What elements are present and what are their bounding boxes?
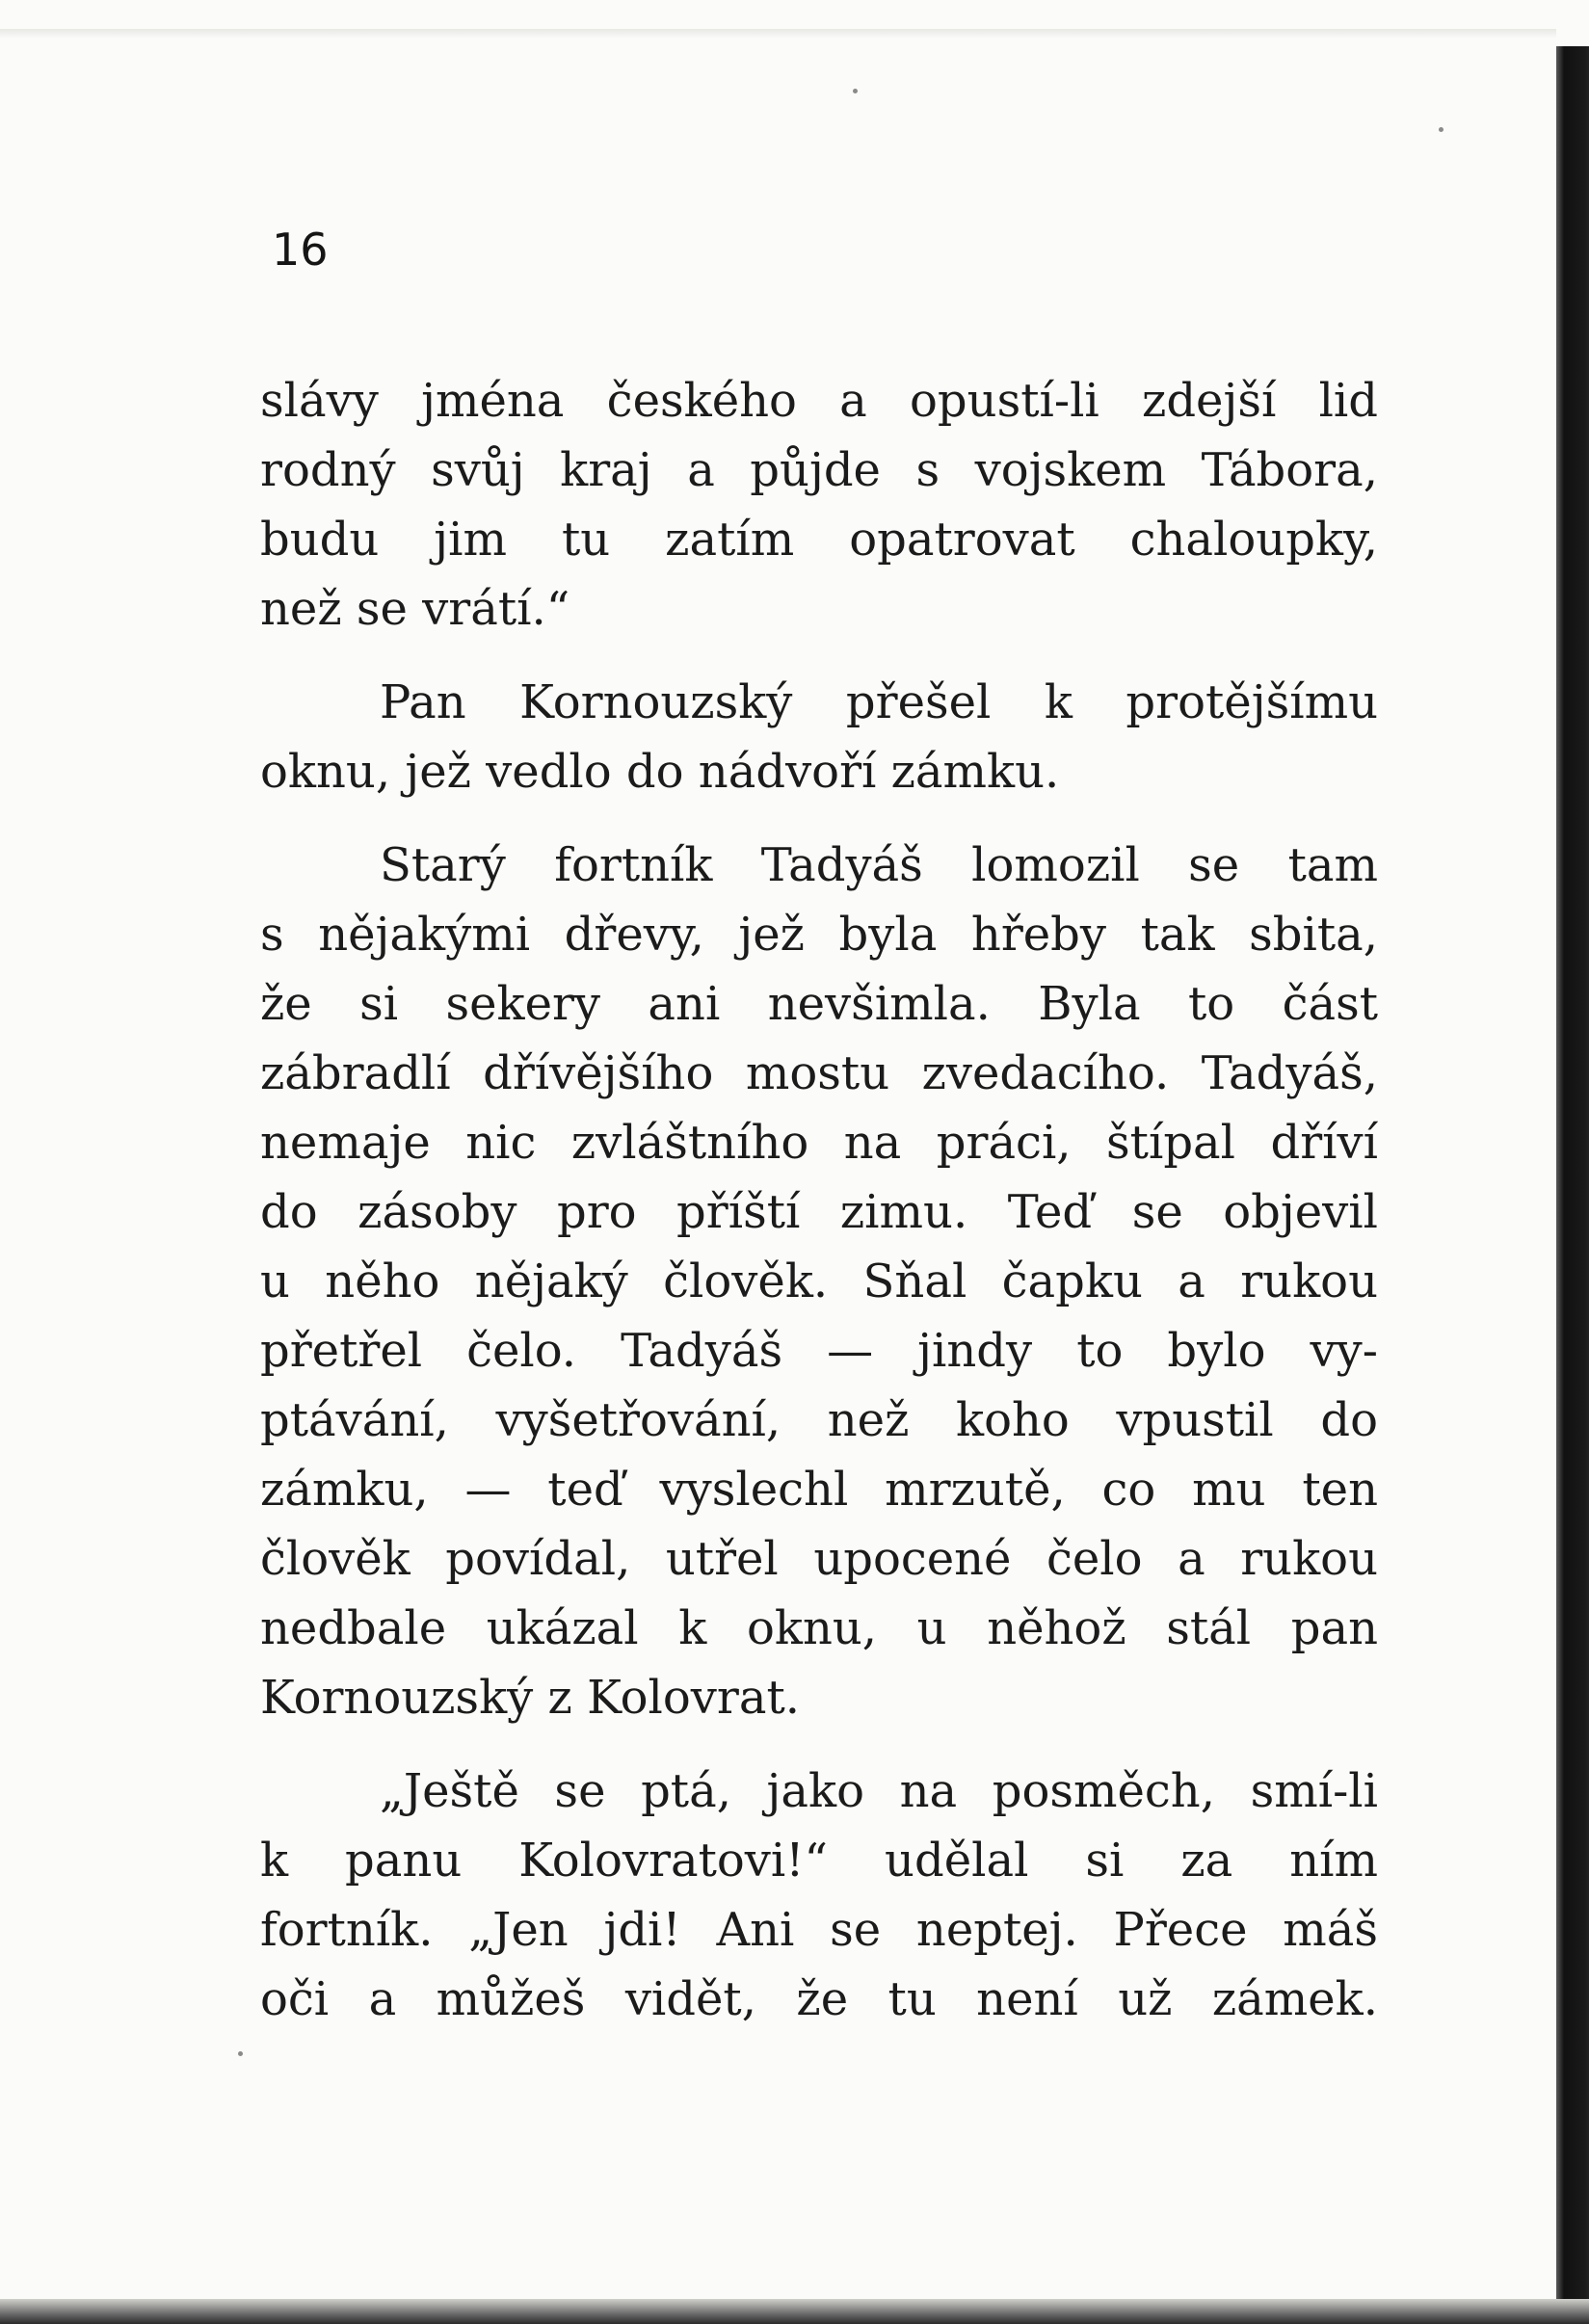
text-line: oknu, jež vedlo do nádvoří zámku. [260, 745, 1060, 799]
paragraph [260, 1756, 1378, 2034]
text-line: nedbale ukázal k oknu, u něhož stál pan [260, 1601, 1378, 1655]
print-speck [238, 2051, 243, 2056]
text-line: Kornouzský z Kolovrat. [260, 1671, 801, 1725]
text-line: slávy jména českého a opustí-li zdejší lid [260, 374, 1378, 428]
text-line: k panu Kolovratovi!“ udělal si za ním [260, 1834, 1378, 1888]
text-line: oči a můžeš vidět, že tu není už zámek. [260, 1972, 1378, 2026]
text-line: přetřel čelo. Tadyáš — jindy to bylo vy- [260, 1324, 1378, 1378]
print-speck [1439, 127, 1443, 132]
text-line: u něho nějaký člověk. Sňal čapku a rukou [260, 1254, 1378, 1308]
paragraph [260, 668, 1378, 806]
text-line: člověk povídal, utřel upocené čelo a rukou [260, 1532, 1378, 1586]
text-line: zámku, — teď vyslechl mrzutě, co mu ten [260, 1463, 1378, 1517]
text-line: že si sekery ani nevšimla. Byla to část [260, 977, 1378, 1031]
text-line: zábradlí dřívějšího mostu zvedacího. Tadyáš, [260, 1046, 1378, 1100]
paragraph [260, 831, 1378, 1732]
text-line: Pan Kornouzský přešel k protějšímu [380, 675, 1378, 729]
book-page [260, 0, 1378, 2293]
scan-bottom-edge [0, 2299, 1589, 2324]
text-line: budu jim tu zatím opatrovat chaloupky, [260, 513, 1378, 567]
scan-right-edge [1556, 46, 1589, 2324]
text-line: fortník. „Jen jdi! Ani se neptej. Přece máš [260, 1903, 1378, 1957]
text-line: než se vrátí.“ [260, 582, 570, 636]
page-number: 16 [272, 224, 329, 276]
text-line: ptávání, vyšetřování, než koho vpustil do [260, 1393, 1378, 1447]
text-line: do zásoby pro příští zimu. Teď se objevil [260, 1185, 1378, 1239]
body-text [260, 366, 1378, 2058]
text-line: Starý fortník Tadyáš lomozil se tam [380, 838, 1378, 892]
text-line: rodný svůj kraj a půjde s vojskem Tábora, [260, 443, 1378, 497]
text-line: s nějakými dřevy, jež byla hřeby tak sbita, [260, 908, 1378, 962]
text-line: „Ještě se ptá, jako na posměch, smí-li [380, 1764, 1378, 1818]
text-line: nemaje nic zvláštního na práci, štípal dříví [260, 1116, 1378, 1170]
paragraph [260, 366, 1378, 644]
